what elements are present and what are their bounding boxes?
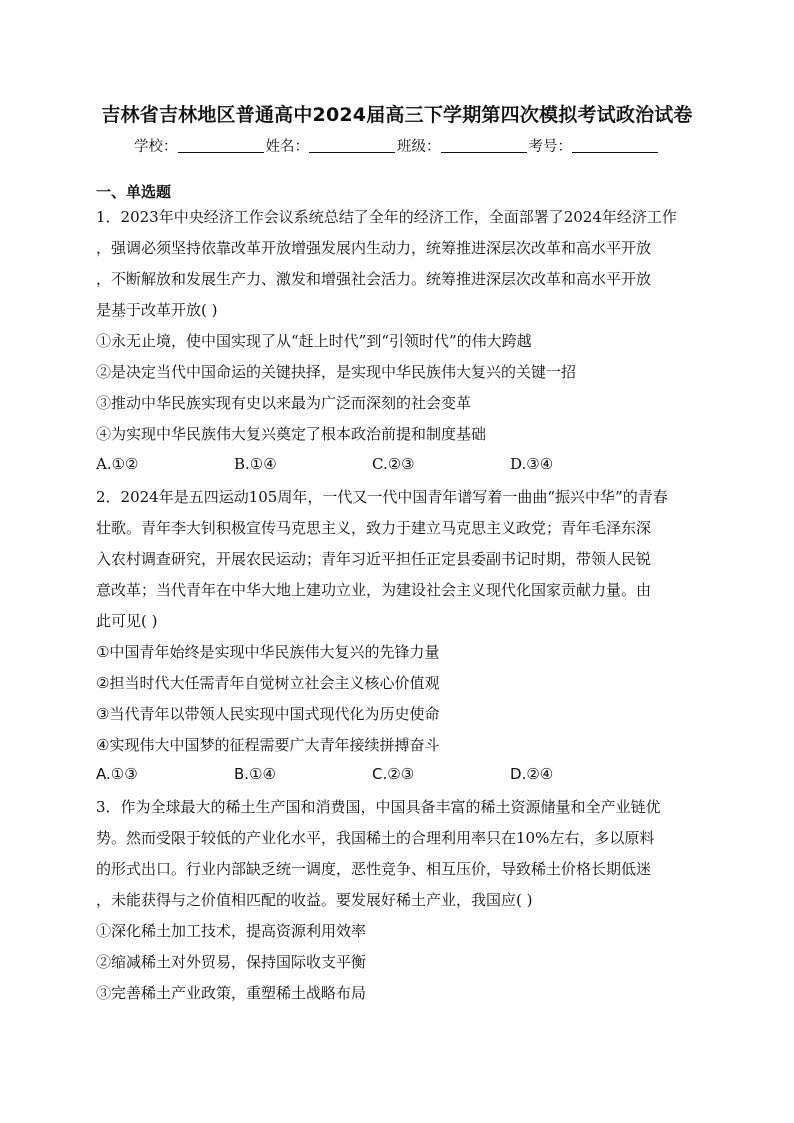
- q2-stem-line: 此可见( ): [96, 612, 158, 630]
- q1-option-b[interactable]: B.①④: [234, 455, 277, 473]
- q2-stem-line: 壮歌。青年李大钊积极宣传马克思主义，致力于建立马克思主义政党；青年毛泽东深: [96, 519, 652, 537]
- q1-stem-line: 是基于改革开放( ): [96, 301, 218, 319]
- name-blank[interactable]: [309, 138, 395, 153]
- q1-statement: ②是决定当代中国命运的关键抉择，是实现中华民族伟大复兴的关键一招: [96, 363, 577, 381]
- section-heading: 一、单选题: [96, 183, 172, 201]
- class-label: 班级：: [397, 139, 441, 155]
- number-blank[interactable]: [572, 138, 658, 153]
- q1-stem-line: ，不断解放和发展生产力、激发和增强社会活力。统筹推进深层次改革和高水平开放: [96, 270, 652, 288]
- q2-stem-line: 意改革；当代青年在中华大地上建功立业，为建设社会主义现代化国家贡献力量。由: [96, 581, 652, 599]
- student-info-line: [0, 135, 794, 156]
- school-label: 学校：: [134, 139, 178, 155]
- q3-stem-line: 势。然而受限于较低的产业化水平，我国稀土的合理利用率只在10%左右，多以原料: [96, 829, 655, 847]
- q2-option-c[interactable]: C.②③: [372, 765, 415, 783]
- q1-statement: ③推动中华民族实现有史以来最为广泛而深刻的社会变革: [96, 394, 472, 412]
- school-blank[interactable]: [178, 138, 264, 153]
- page-title: 吉林省吉林地区普通高中2024届高三下学期第四次模拟考试政治试卷: [101, 104, 693, 126]
- q2-statement: ③当代青年以带领人民实现中国式现代化为历史使命: [96, 705, 440, 723]
- q1-option-a[interactable]: A.①②: [96, 455, 139, 473]
- q2-statement: ②担当时代大任需青年自觉树立社会主义核心价值观: [96, 674, 440, 692]
- q3-statement: ②缩减稀土对外贸易，保持国际收支平衡: [96, 953, 367, 971]
- q3-statement: ①深化稀土加工技术，提高资源利用效率: [96, 922, 367, 940]
- q2-statement: ①中国青年始终是实现中华民族伟大复兴的先锋力量: [96, 643, 440, 661]
- q1-stem-line: 1．2023年中央经济工作会议系统总结了全年的经济工作，全面部署了2024年经济工作: [96, 208, 677, 226]
- q2-statement: ④实现伟大中国梦的征程需要广大青年接续拼搏奋斗: [96, 736, 440, 754]
- q1-option-c[interactable]: C.②③: [372, 455, 415, 473]
- q1-statement: ①永无止境，使中国实现了从“赶上时代”到“引领时代”的伟大跨越: [96, 332, 532, 350]
- q3-stem-line: 的形式出口。行业内部缺乏统一调度，恶性竞争、相互压价，导致稀土价格长期低迷: [96, 860, 652, 878]
- q2-option-b[interactable]: B.①④: [234, 765, 276, 783]
- q2-option-a[interactable]: A.①③: [96, 765, 138, 783]
- q1-statement: ④为实现中华民族伟大复兴奠定了根本政治前提和制度基础: [96, 425, 487, 443]
- q3-stem-line: ，未能获得与之价值相匹配的收益。要发展好稀土产业，我国应( ): [96, 891, 533, 909]
- q1-stem-line: ，强调必须坚持依靠改革开放增强发展内生动力，统筹推进深层次改革和高水平开放: [96, 239, 652, 257]
- q2-stem-line: 2．2024年是五四运动105周年，一代又一代中国青年谱写着一曲曲“振兴中华”的青春: [96, 488, 668, 506]
- number-label: 考号：: [528, 139, 572, 155]
- q3-stem-line: 3．作为全球最大的稀土生产国和消费国，中国具备丰富的稀土资源储量和全产业链优: [96, 798, 661, 816]
- q3-statement: ③完善稀土产业政策，重塑稀土战略布局: [96, 984, 367, 1002]
- class-blank[interactable]: [441, 138, 527, 153]
- q2-option-d[interactable]: D.②④: [510, 765, 554, 783]
- q2-stem-line: 入农村调查研究，开展农民运动；青年习近平担任正定县委副书记时期，带领人民锐: [96, 550, 652, 568]
- q1-option-d[interactable]: D.③④: [510, 455, 554, 473]
- name-label: 姓名：: [265, 139, 309, 155]
